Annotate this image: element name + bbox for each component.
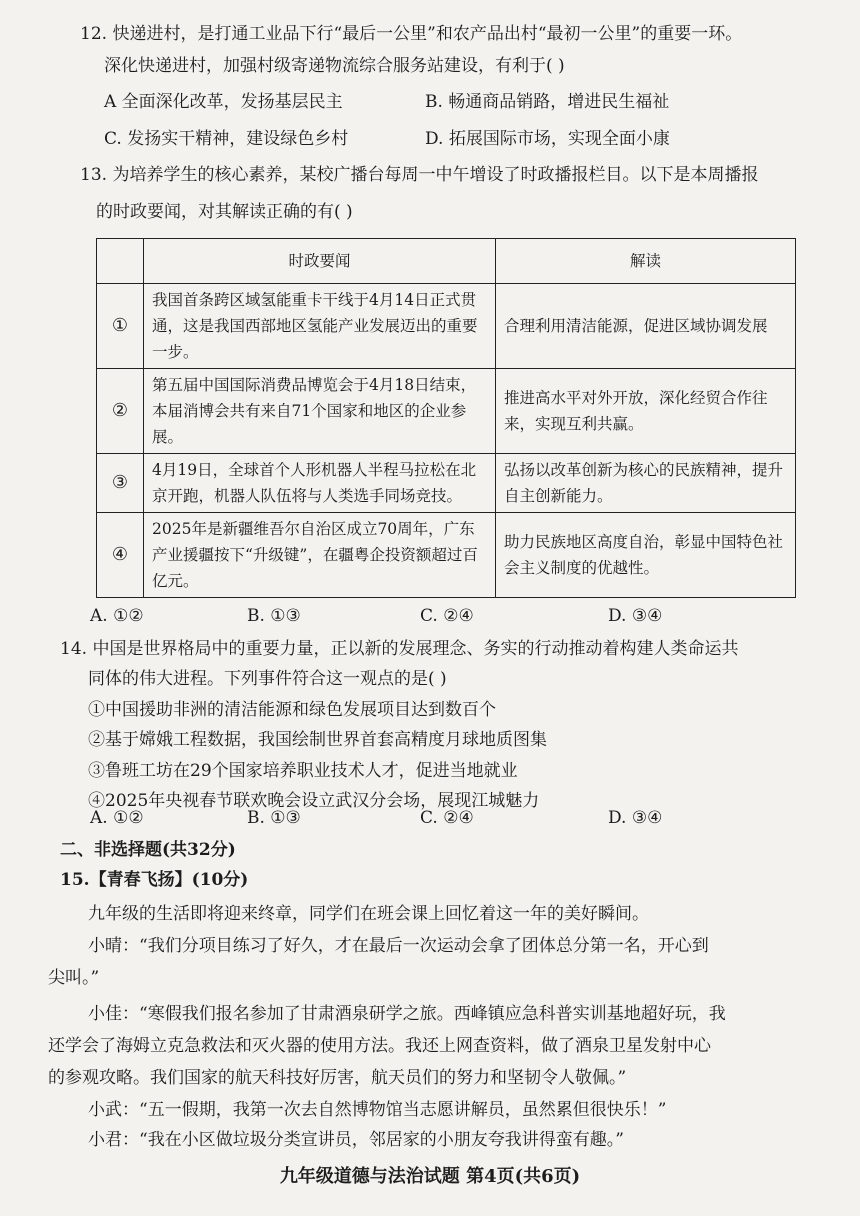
header-news: 时政要闻 xyxy=(144,239,496,284)
row-number: ② xyxy=(97,369,144,454)
q14-option-d: D. ③④ xyxy=(608,808,663,828)
interpretation-cell: 助力民族地区高度自治，彰显中国特色社会主义制度的优越性。 xyxy=(496,513,796,598)
q14-option-b: B. ①③ xyxy=(247,808,301,828)
q15-intro: 九年级的生活即将迎来终章，同学们在班会课上回忆着这一年的美好瞬间。 xyxy=(88,904,649,924)
table-row xyxy=(97,454,796,513)
q14-option-c: C. ②④ xyxy=(420,808,474,828)
table-row xyxy=(97,284,796,369)
header-blank xyxy=(97,239,144,284)
q13-stem-line1: 13. 为培养学生的核心素养，某校广播台每周一中午增设了时政播报栏目。以下是本周播报 xyxy=(80,165,759,185)
q15-p2-line3: 的参观攻略。我们国家的航天科技好厉害，航天员们的努力和坚韧令人敬佩。” xyxy=(48,1068,627,1088)
q15-p2-line2: 还学会了海姆立克急救法和灭火器的使用方法。我还上网查资料，做了酒泉卫星发射中心 xyxy=(48,1036,711,1056)
q15-p1-line1: 小晴：“我们分项目练习了好久，才在最后一次运动会拿了团体总分第一名，开心到 xyxy=(88,936,709,956)
interpretation-cell: 弘扬以改革创新为核心的民族精神，提升自主创新能力。 xyxy=(496,454,796,513)
row-number: ③ xyxy=(97,454,144,513)
q14-item-2: ②基于嫦娥工程数据，我国绘制世界首套高精度月球地质图集 xyxy=(88,730,547,750)
q15-p2-line1: 小佳：“寒假我们报名参加了甘肃酒泉研学之旅。西峰镇应急科普实训基地超好玩，我 xyxy=(88,1004,726,1024)
q12-option-a: A 全面深化改革，发扬基层民主 xyxy=(104,92,343,112)
q15-p1-line2: 尖叫。” xyxy=(48,968,100,988)
q15-title: 15.【青春飞扬】(10分) xyxy=(60,870,249,890)
q14-stem-line2: 同体的伟大进程。下列事件符合这一观点的是( ) xyxy=(88,669,447,689)
q14-item-1: ①中国援助非洲的清洁能源和绿色发展项目达到数百个 xyxy=(88,700,496,720)
row-number: ① xyxy=(97,284,144,369)
news-cell: 2025年是新疆维吾尔自治区成立70周年，广东产业援疆按下“升级键”，在疆粤企投资额超过百亿元。 xyxy=(144,513,496,598)
q14-item-4: ④2025年央视春节联欢晚会设立武汉分会场，展现江城魅力 xyxy=(88,791,540,811)
q12-stem-line1: 12. 快递进村，是打通工业品下行“最后一公里”和农产品出村“最初一公里”的重要一环。 xyxy=(80,24,743,44)
q14-stem-line1: 14. 中国是世界格局中的重要力量，正以新的发展理念、务实的行动推动着构建人类命运共 xyxy=(60,639,739,659)
q13-option-d: D. ③④ xyxy=(608,606,663,626)
page-footer: 九年级道德与法治试题 第4页(共6页) xyxy=(279,1166,581,1187)
q15-p3: 小武：“五一假期，我第一次去自然博物馆当志愿讲解员，虽然累但很快乐！” xyxy=(88,1100,667,1120)
table-row xyxy=(97,513,796,598)
news-cell: 第五届中国国际消费品博览会于4月18日结束，本届消博会共有来自71个国家和地区的企业参展。 xyxy=(144,369,496,454)
news-cell: 我国首条跨区域氢能重卡干线于4月14日正式贯通，这是我国西部地区氢能产业发展迈出的重要一步。 xyxy=(144,284,496,369)
q14-item-3: ③鲁班工坊在29个国家培养职业技术人才，促进当地就业 xyxy=(88,761,518,781)
header-interpretation: 解读 xyxy=(496,239,796,284)
section-title: 二、非选择题(共32分) xyxy=(60,840,236,860)
news-cell: 4月19日，全球首个人形机器人半程马拉松在北京开跑，机器人队伍将与人类选手同场竞技。 xyxy=(144,454,496,513)
q14-option-a: A. ①② xyxy=(90,808,144,828)
table-row xyxy=(97,369,796,454)
row-number: ④ xyxy=(97,513,144,598)
interpretation-cell: 合理利用清洁能源，促进区域协调发展 xyxy=(496,284,796,369)
q12-option-b: B. 畅通商品销路，增进民生福祉 xyxy=(425,92,670,112)
table-header-row xyxy=(97,239,796,284)
interpretation-cell: 推进高水平对外开放，深化经贸合作往来，实现互利共赢。 xyxy=(496,369,796,454)
q13-stem-line2: 的时政要闻，对其解读正确的有( ) xyxy=(96,202,353,222)
q12-option-d: D. 拓展国际市场，实现全面小康 xyxy=(425,129,670,149)
news-table xyxy=(96,238,796,598)
q15-p4: 小君：“我在小区做垃圾分类宣讲员，邻居家的小朋友夸我讲得蛮有趣。” xyxy=(88,1130,624,1150)
q13-option-b: B. ①③ xyxy=(247,606,301,626)
q12-option-c: C. 发扬实干精神，建设绿色乡村 xyxy=(104,129,349,149)
q13-option-c: C. ②④ xyxy=(420,606,474,626)
q13-option-a: A. ①② xyxy=(90,606,144,626)
q12-stem-line2: 深化快递进村，加强村级寄递物流综合服务站建设，有利于( ) xyxy=(104,56,565,76)
